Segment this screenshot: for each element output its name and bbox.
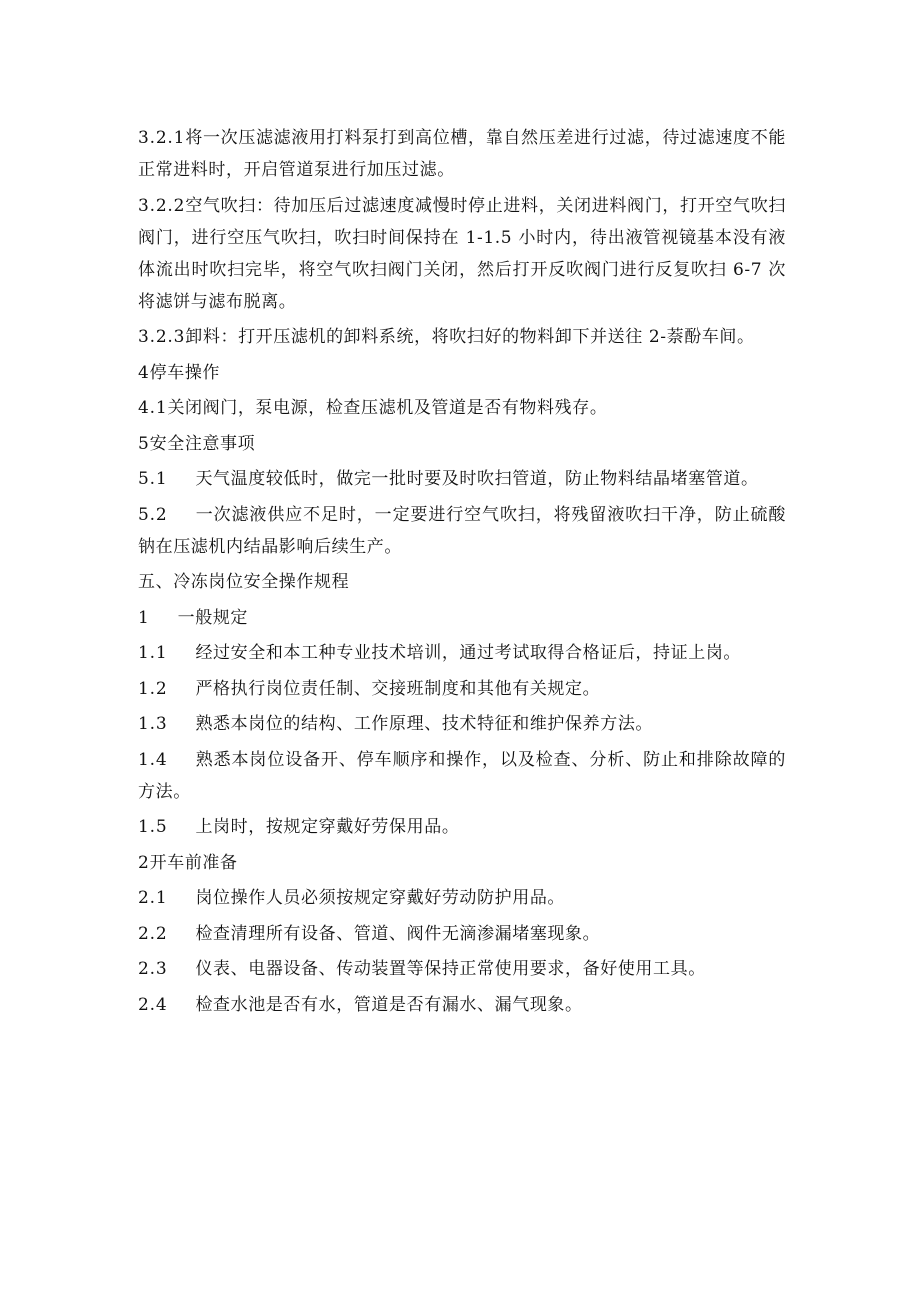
paragraph-p-3-2-3 (138, 321, 786, 353)
paragraph-text: 经过安全和本工种专业技术培训，通过考试取得合格证后，持证上岗。 (195, 643, 742, 663)
section-number: 1 (138, 607, 150, 628)
paragraph-text: 五、冷冻岗位安全操作规程 (138, 572, 350, 592)
paragraph-text: 上岗时，按规定穿戴好劳保用品。 (195, 817, 460, 837)
paragraph-p-1-3 (138, 708, 786, 740)
section-number: 5 (138, 433, 150, 454)
paragraph-text: 卸料：打开压滤机的卸料系统，将吹扫好的物料卸下并送往 2-萘酚车间。 (185, 327, 755, 347)
paragraph-p-1 (138, 602, 786, 634)
paragraph-p-1-2 (138, 673, 786, 705)
section-number: 5.1 (138, 469, 168, 489)
paragraph-p-1-1 (138, 637, 786, 669)
section-number: 1.2 (138, 678, 168, 699)
paragraph-text: 检查清理所有设备、管道、阀件无滴渗漏堵塞现象。 (195, 923, 601, 944)
paragraph-text: 关闭阀门，泵电源，检查压滤机及管道是否有物料残存。 (167, 398, 608, 418)
section-number: 2.3 (138, 959, 168, 979)
paragraph-text: 一次滤液供应不足时，一定要进行空气吹扫，将残留液吹扫干净，防止硫酸钠在压滤机内结晶影响后续生产。 (138, 504, 786, 557)
paragraph-p-3-2-1 (138, 122, 786, 186)
paragraph-text: 严格执行岗位责任制、交接班制度和其他有关规定。 (195, 678, 601, 699)
paragraph-p-5-2 (138, 499, 786, 563)
paragraph-p-4 (138, 357, 786, 389)
paragraph-text: 空气吹扫：待加压后过滤速度减慢时停止进料，关闭进料阀门，打开空气吹扫阀门，进行空压气吹扫，吹扫时间保持在 1-1.5 小时内，待出液管视镜基本没有液体流出时吹扫完毕，将空气吹扫阀门关闭，然后打开反吹阀门进行反复吹扫 6-7 次将滤饼与滤布脱离。 (138, 195, 786, 312)
section-number: 2.4 (138, 994, 168, 1015)
section-number: 2.2 (138, 923, 168, 944)
paragraph-p-2-3 (138, 953, 786, 985)
section-number: 2 (138, 852, 150, 873)
paragraph-text: 天气温度较低时，做完一批时要及时吹扫管道，防止物料结晶堵塞管道。 (195, 469, 759, 489)
paragraph-text: 开车前准备 (149, 852, 238, 873)
paragraph-text: 熟悉本岗位设备开、停车顺序和操作，以及检查、分析、防止和排除故障的方法。 (138, 749, 786, 802)
paragraph-text: 检查水池是否有水，管道是否有漏水、漏气现象。 (195, 994, 583, 1015)
paragraph-text: 仪表、电器设备、传动装置等保持正常使用要求，备好使用工具。 (195, 959, 706, 979)
paragraph-text: 将一次压滤滤液用打料泵打到高位槽，靠自然压差进行过滤，待过滤速度不能正常进料时，开启管道泵进行加压过滤。 (138, 128, 786, 180)
paragraph-p-2-1 (138, 882, 786, 914)
paragraph-p-2-4 (138, 989, 786, 1021)
section-number: 3.2.3 (138, 327, 186, 347)
section-number: 3.2.1 (138, 128, 186, 148)
paragraph-text: 岗位操作人员必须按规定穿戴好劳动防护用品。 (195, 888, 566, 908)
paragraph-text: 安全注意事项 (149, 433, 256, 454)
paragraph-p-1-4 (138, 744, 786, 808)
paragraph-p-5 (138, 428, 786, 460)
section-number: 3.2.2 (138, 195, 186, 216)
paragraph-text: 熟悉本岗位的结构、工作原理、技术特征和维护保养方法。 (195, 714, 654, 734)
paragraph-p-5-1 (138, 463, 786, 495)
paragraph-p-five (138, 566, 786, 598)
section-number: 1.1 (138, 643, 168, 663)
section-number: 4 (138, 362, 150, 383)
paragraph-text: 一般规定 (177, 607, 249, 628)
section-number: 1.4 (138, 749, 168, 770)
section-number: 5.2 (138, 504, 168, 525)
section-number: 4.1 (138, 398, 168, 418)
section-number: 1.3 (138, 714, 168, 734)
paragraph-p-4-1 (138, 392, 786, 424)
paragraph-p-1-5 (138, 811, 786, 843)
paragraph-p-3-2-2 (138, 190, 786, 318)
paragraph-text: 停车操作 (149, 362, 221, 383)
document-body (138, 122, 786, 1024)
paragraph-p-2-2 (138, 918, 786, 950)
paragraph-p-2 (138, 847, 786, 879)
section-number: 2.1 (138, 888, 168, 908)
section-number: 1.5 (138, 817, 168, 837)
